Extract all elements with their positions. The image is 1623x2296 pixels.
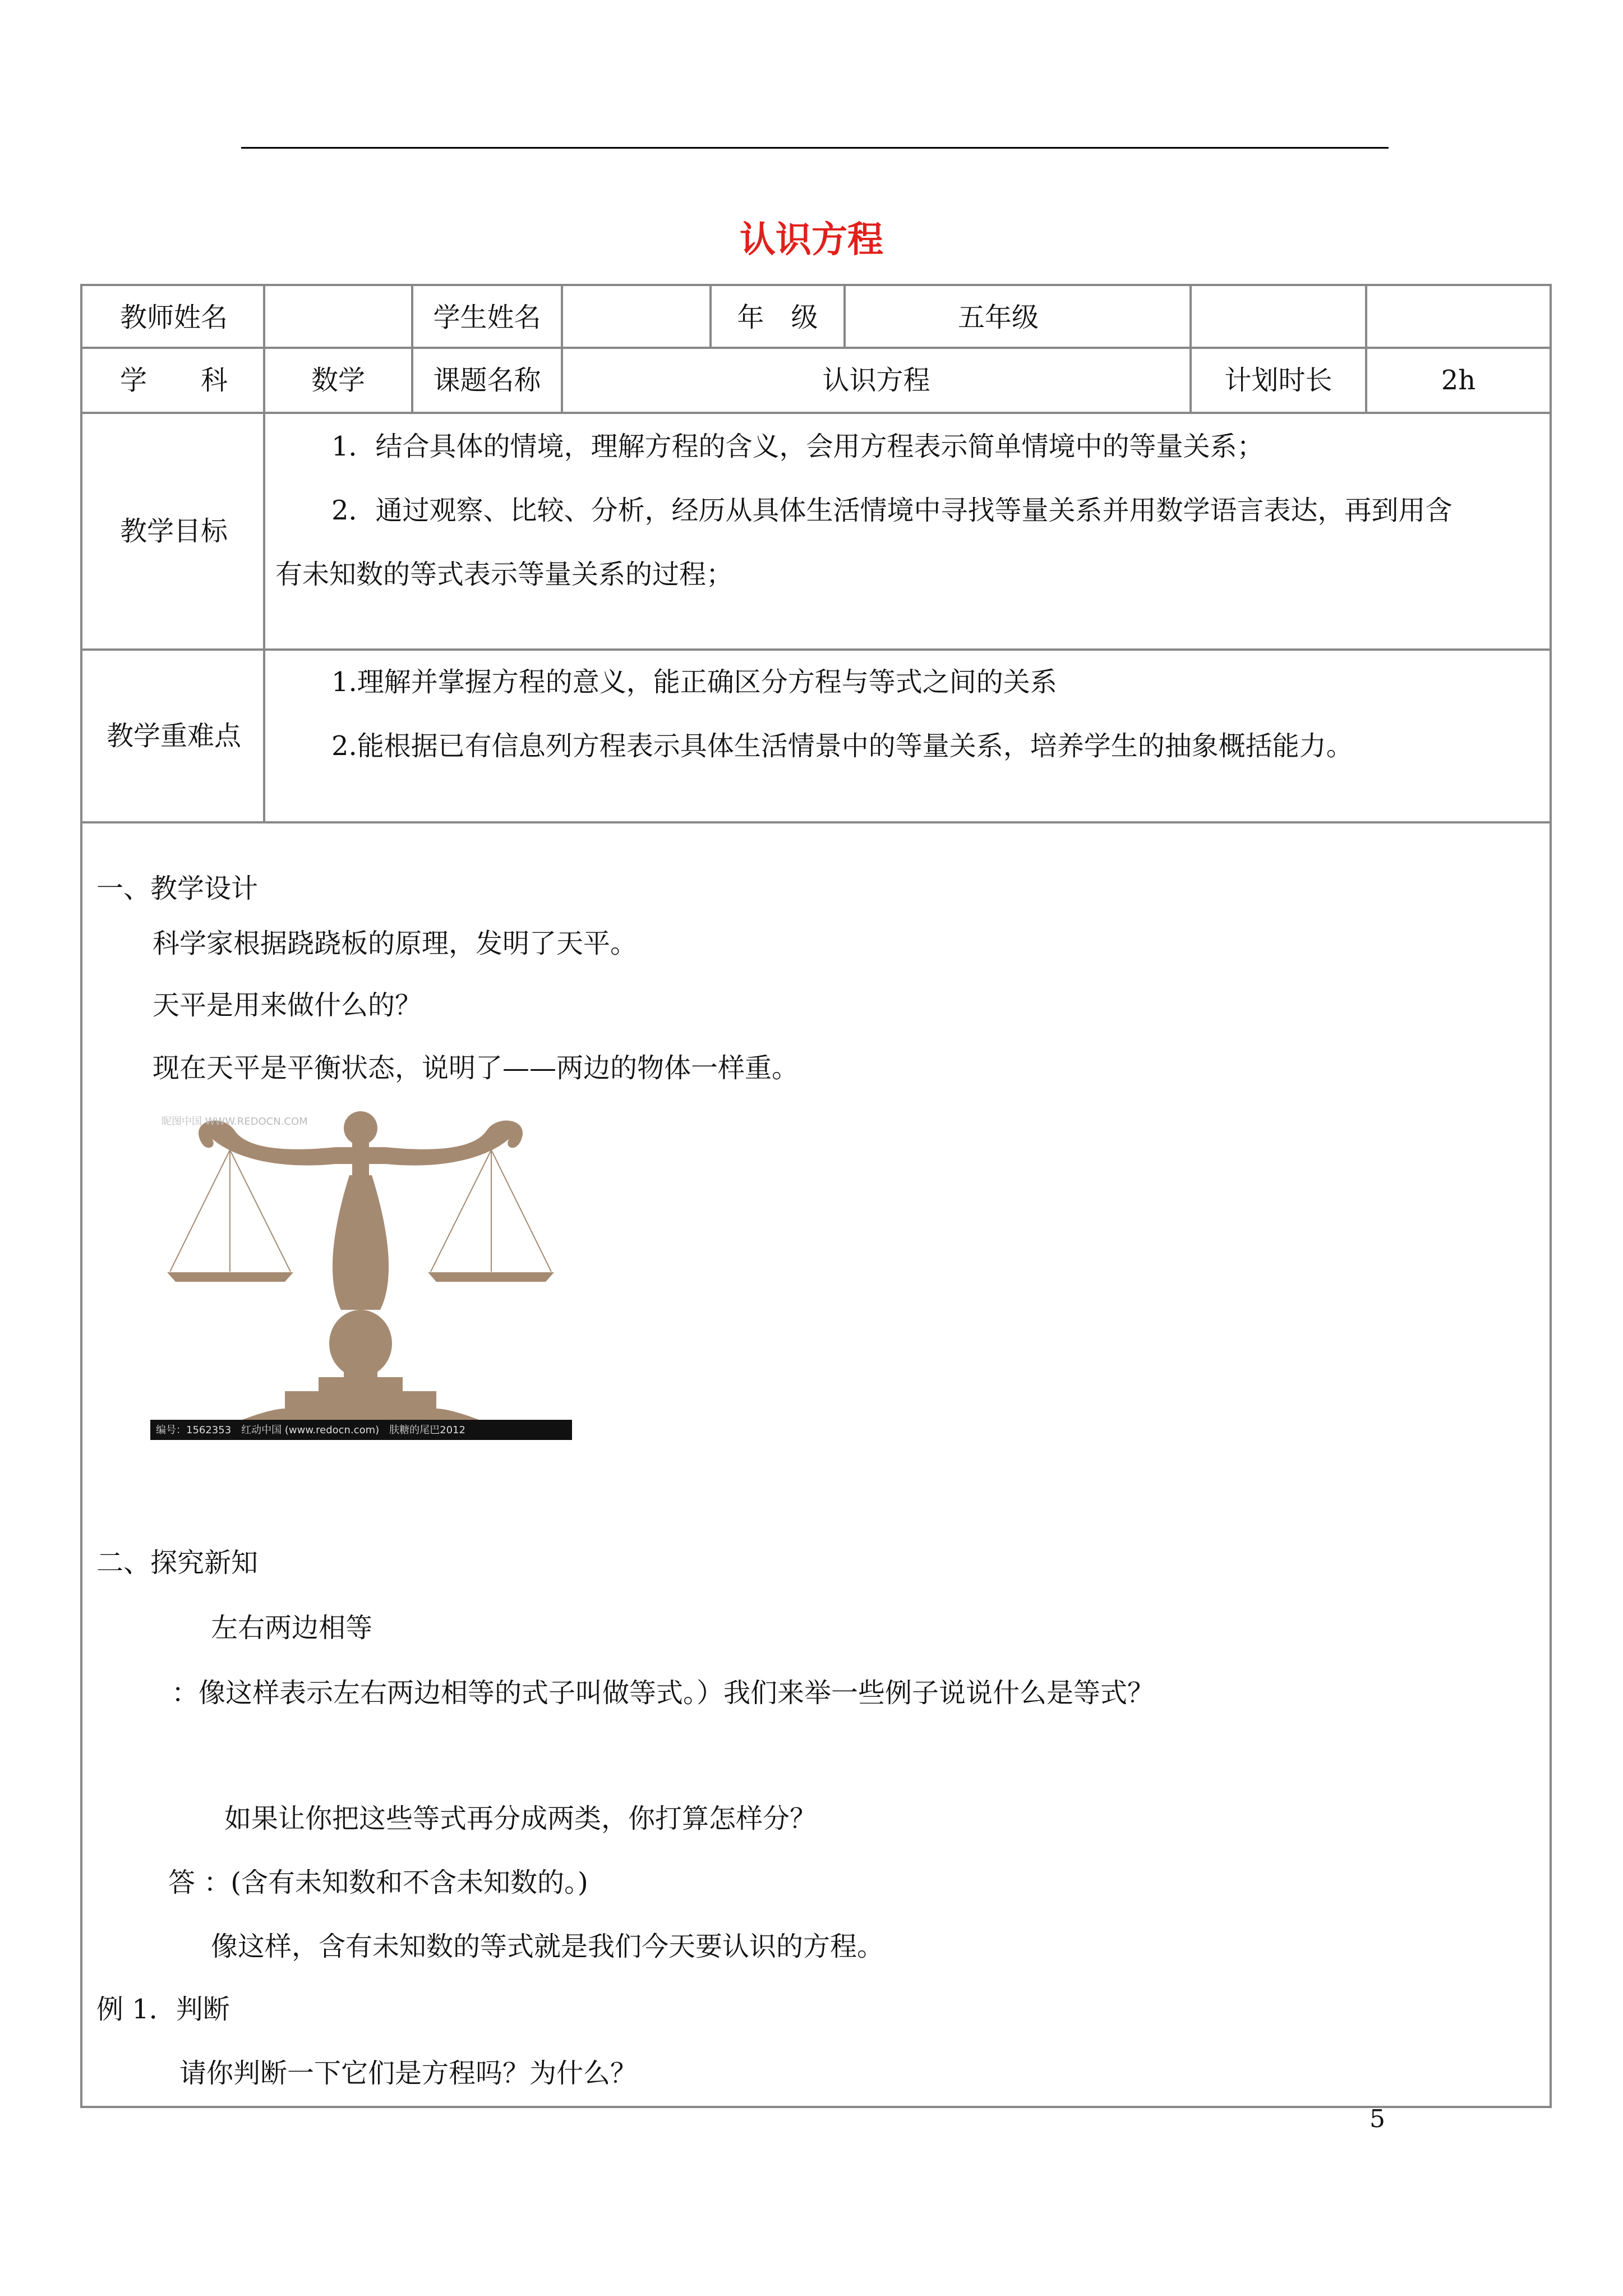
extra-value xyxy=(1367,288,1550,347)
key-points-label: 教学重难点 xyxy=(106,720,241,752)
section-heading: 一、教学设计 xyxy=(96,873,259,904)
image-caption: 编号：1562353 红动中国 (www.redocn.com) 肤糖的尾巴2012 xyxy=(156,1424,465,1436)
body-paragraph: 现在天平是平衡状态，说明了——两边的物体一样重。 xyxy=(153,1052,799,1084)
extra-label xyxy=(1192,288,1365,347)
page-number: 5 xyxy=(1370,2105,1385,2133)
objective-item: 1．结合具体的情境，理解方程的含义，会用方程表示简单情境中的等量关系； xyxy=(331,431,1264,462)
grade-label: 年 级 xyxy=(737,302,818,333)
duration-label: 计划时长 xyxy=(1224,365,1332,396)
objective-item: 2．通过观察、比较、分析，经历从具体生活情境中寻找等量关系并用数学语言表达，再到用含 xyxy=(331,495,1453,526)
subject-label: 学 科 xyxy=(119,365,228,396)
duration-value: 2h xyxy=(1441,365,1476,396)
topic-value: 认识方程 xyxy=(822,365,930,396)
page-title: 认识方程 xyxy=(740,219,883,261)
table-rule xyxy=(82,821,1550,823)
table-rule xyxy=(82,648,1550,651)
body-paragraph: 像这样，含有未知数的等式就是我们今天要认识的方程。 xyxy=(211,1931,884,1962)
table-rule xyxy=(82,412,1550,414)
header-rule xyxy=(241,147,1389,149)
objectives-label: 教学目标 xyxy=(119,516,228,547)
body-paragraph: ：像这样表示左右两边相等的式子叫做等式。）我们来举一些例子说说什么是等式？ xyxy=(172,1677,1155,1709)
body-paragraph: 答 ：(含有未知数和不含未知数的。) xyxy=(168,1867,588,1898)
section-heading: 二、探究新知 xyxy=(96,1547,259,1579)
key-point-item: 1.理解并掌握方程的意义，能正确区分方程与等式之间的关系 xyxy=(331,666,1057,698)
body-paragraph: 科学家根据跷跷板的原理，发明了天平。 xyxy=(153,928,638,959)
student-name-value xyxy=(563,288,709,347)
grade-value: 五年级 xyxy=(958,302,1039,333)
teacher-name-value xyxy=(265,288,411,347)
body-paragraph: 如果让你把这些等式再分成两类，你打算怎样分？ xyxy=(224,1803,817,1834)
balance-scale-image xyxy=(150,1108,572,1440)
teacher-name-label: 教师姓名 xyxy=(119,302,228,333)
example-heading: 例 1．判断 xyxy=(96,1994,230,2025)
key-point-item: 2.能根据已有信息列方程表示具体生活情景中的等量关系，培养学生的抽象概括能力。 xyxy=(331,730,1353,762)
subject-value: 数学 xyxy=(311,365,365,396)
student-name-label: 学生姓名 xyxy=(433,302,541,333)
body-paragraph: 请你判断一下它们是方程吗？为什么？ xyxy=(179,2058,638,2089)
image-watermark: 昵图中国 WWW.REDOCN.COM xyxy=(162,1116,308,1128)
objective-item: 有未知数的等式表示等量关系的过程； xyxy=(275,559,734,590)
body-paragraph: 左右两边相等 xyxy=(211,1612,373,1644)
body-paragraph: 天平是用来做什么的？ xyxy=(153,990,422,1021)
topic-label: 课题名称 xyxy=(433,365,541,396)
